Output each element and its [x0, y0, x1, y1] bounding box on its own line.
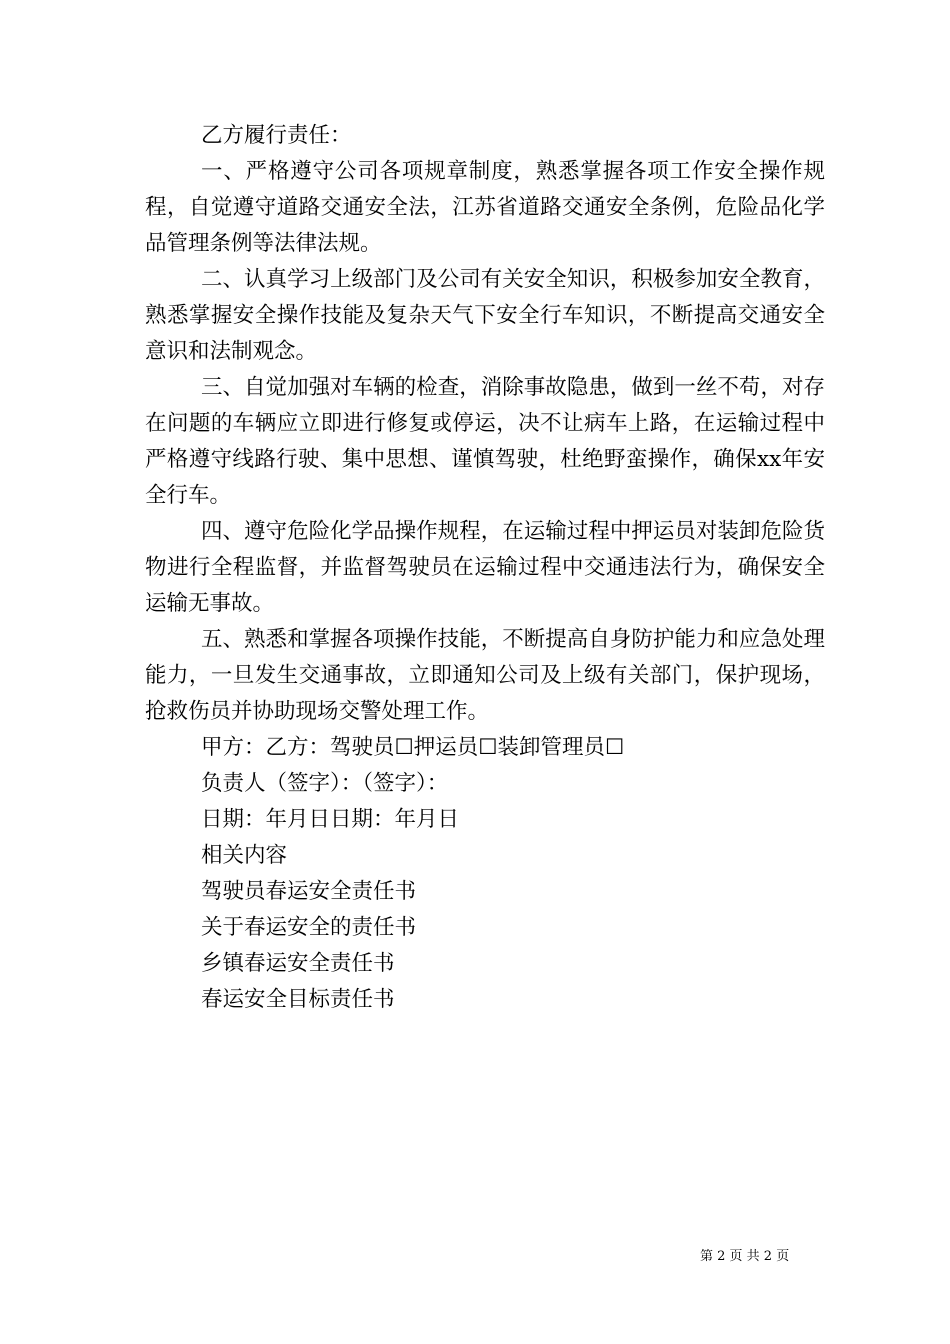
clause-paragraph-5: 五、熟悉和掌握各项操作技能，不断提高自身防护能力和应急处理能力，一旦发生交通事故，立即通知公司及上级有关部门，保护现场，抢救伤员并协助现场交警处理工作。: [145, 627, 825, 724]
related-link-1[interactable]: 驾驶员春运安全责任书: [201, 879, 417, 904]
clause-paragraph-3: 三、自觉加强对车辆的检查，消除事故隐患，做到一丝不苟，对存在问题的车辆应立即进行修复或停运，决不让病车上路，在运输过程中严格遵守线路行驶、集中思想、谨慎驾驶，杜绝野蛮操作，确保xx年安全行车。: [145, 375, 825, 508]
clause-paragraph-2: 二、认真学习上级部门及公司有关安全知识，积极参加安全教育，熟悉掌握安全操作技能及复杂天气下安全行车知识，不断提高交通安全意识和法制观念。: [145, 267, 825, 364]
document-body: [145, 118, 825, 1018]
page-number-footer: 第 2 页 共 2 页: [700, 1249, 790, 1264]
section-heading: 乙方履行责任：: [201, 123, 352, 148]
related-link-2[interactable]: 关于春运安全的责任书: [201, 915, 417, 940]
related-link-4[interactable]: 春运安全目标责任书: [201, 987, 395, 1012]
related-content-title: 相关内容: [201, 843, 288, 868]
clause-paragraph-1: 一、严格遵守公司各项规章制度，熟悉掌握各项工作安全操作规程，自觉遵守道路交通安全法，江苏省道路交通安全条例，危险品化学品管理条例等法律法规。: [145, 159, 825, 256]
signature-signers-line: 负责人（签字）：（签字）：: [201, 771, 449, 796]
clause-paragraph-4: 四、遵守危险化学品操作规程，在运输过程中押运员对装卸危险货物进行全程监督，并监督驾驶员在运输过程中交通违法行为，确保安全运输无事故。: [145, 519, 825, 616]
signature-date-line: 日期：年月日日期：年月日: [201, 807, 460, 832]
signature-parties-line: 甲方：乙方：驾驶员☐押运员☐装卸管理员☐: [201, 735, 625, 760]
related-link-3[interactable]: 乡镇春运安全责任书: [201, 951, 395, 976]
